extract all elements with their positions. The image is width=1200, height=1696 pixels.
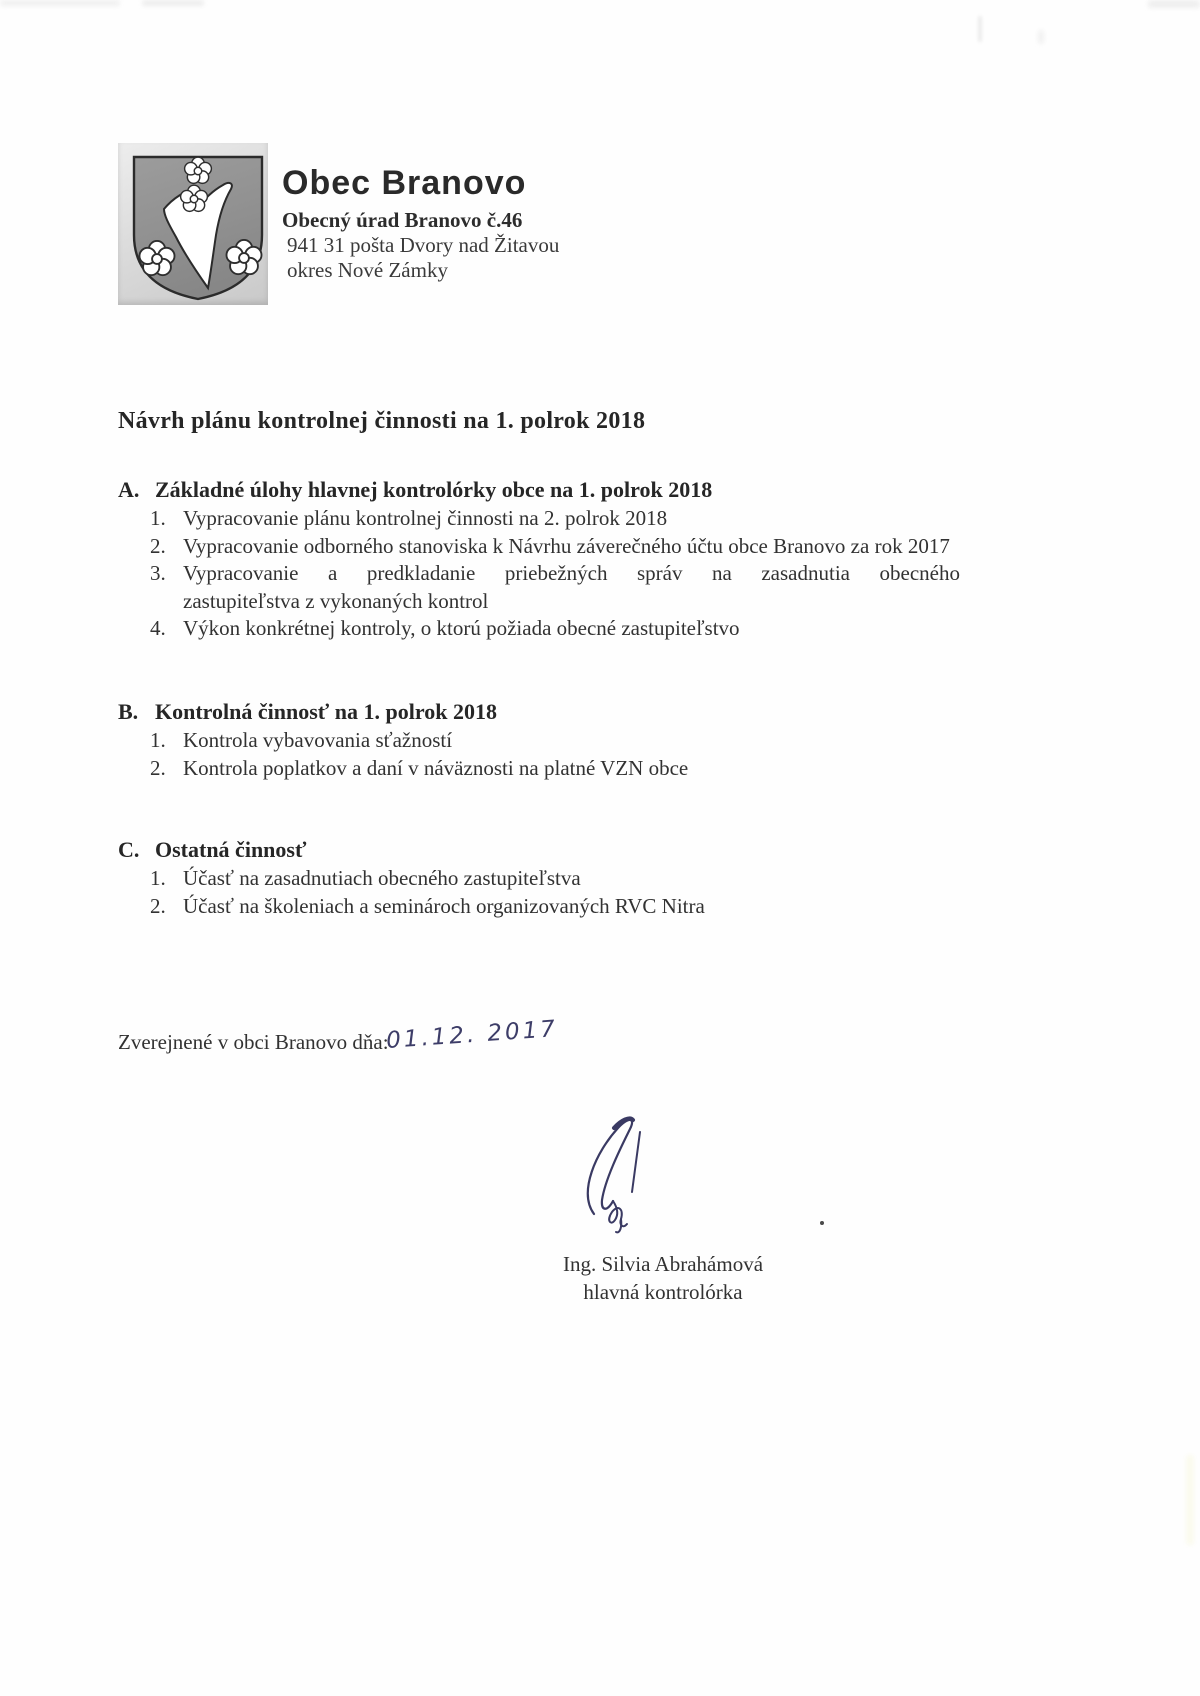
scan-smudge: [978, 16, 982, 42]
letterhead: [118, 143, 559, 305]
address-line-1: 941 31 pošta Dvory nad Žitavou: [287, 233, 560, 257]
item-text: Kontrola poplatkov a daní v náväznosti na platné VZN obce: [183, 755, 689, 780]
address-line-2: okres Nové Zámky: [287, 258, 448, 282]
item-text: Účasť na zasadnutiach obecného zastupiteľstva: [183, 866, 581, 890]
list-item: [150, 533, 960, 561]
list-item: [150, 893, 960, 921]
section-c-heading: [118, 836, 960, 864]
signature-icon: [576, 1112, 676, 1240]
item-number: 2.: [150, 755, 166, 780]
section-c: [118, 836, 960, 920]
item-text: Výkon konkrétnej kontroly, o ktorú požiada obecné zastupiteľstvo: [183, 616, 740, 640]
item-text-line-2: zastupiteľstva z vykonaných kontrol: [183, 588, 489, 613]
published-label: Zverejnené v obci Branovo dňa:: [118, 1030, 389, 1054]
item-text: Vypracovanie plánu kontrolnej činnosti na 2. polrok 2018: [183, 506, 668, 530]
section-title: Základné úlohy hlavnej kontrolórky obce na 1. polrok 2018: [155, 477, 713, 502]
section-a: [118, 476, 960, 643]
scan-smudge: [1038, 30, 1044, 44]
section-a-heading: [118, 476, 960, 504]
office-line: Obecný úrad Branovo č.46: [282, 208, 523, 232]
item-text-line-1: Vypracovanie a predkladanie priebežných správ na zasadnutia obecného: [183, 561, 960, 585]
signatory-role: hlavná kontrolórka: [583, 1280, 743, 1304]
ink-dot: [820, 1221, 824, 1225]
list-item: [150, 755, 960, 783]
list-item: [150, 505, 960, 533]
section-b-heading: [118, 698, 960, 726]
item-number: 2.: [150, 893, 166, 918]
scan-smudge: [142, 0, 204, 6]
list-item: [150, 615, 960, 643]
handwritten-date: 01.12. 2017: [385, 1016, 559, 1054]
scan-smudge: [1186, 1455, 1194, 1545]
item-number: 1.: [150, 866, 166, 890]
coat-of-arms-icon: [118, 143, 268, 305]
item-number: 4.: [150, 616, 166, 640]
item-number: 1.: [150, 506, 166, 530]
item-text: Vypracovanie odborného stanoviska k Návrhu záverečného účtu obce Branovo za rok 2017: [183, 533, 950, 558]
item-text: Kontrola vybavovania sťažností: [183, 728, 453, 752]
scan-smudge: [0, 0, 120, 6]
scan-smudge: [1148, 0, 1200, 8]
section-b: [118, 698, 960, 782]
item-number: 2.: [150, 533, 166, 558]
section-b-items: [150, 727, 960, 782]
org-name: Obec Branovo: [282, 164, 527, 202]
list-item: [150, 727, 960, 755]
section-letter: B.: [118, 699, 139, 724]
item-text: Účasť na školeniach a seminároch organizovaných RVC Nitra: [183, 893, 705, 918]
list-item: [150, 865, 960, 893]
section-letter: C.: [118, 837, 140, 862]
section-a-items: [150, 505, 960, 643]
section-title: Kontrolná činnosť na 1. polrok 2018: [155, 699, 497, 724]
item-number: 3.: [150, 561, 166, 585]
section-title: Ostatná činnosť: [155, 837, 307, 862]
signatory-block: [498, 1250, 828, 1306]
signatory-name: Ing. Silvia Abrahámová: [562, 1252, 764, 1276]
section-c-items: [150, 865, 960, 920]
letterhead-text: [282, 165, 559, 305]
item-text: [183, 560, 960, 615]
list-item: [150, 560, 960, 615]
document-title: Návrh plánu kontrolnej činnosti na 1. polrok 2018: [118, 408, 646, 434]
item-number: 1.: [150, 728, 166, 752]
section-letter: A.: [118, 477, 140, 502]
